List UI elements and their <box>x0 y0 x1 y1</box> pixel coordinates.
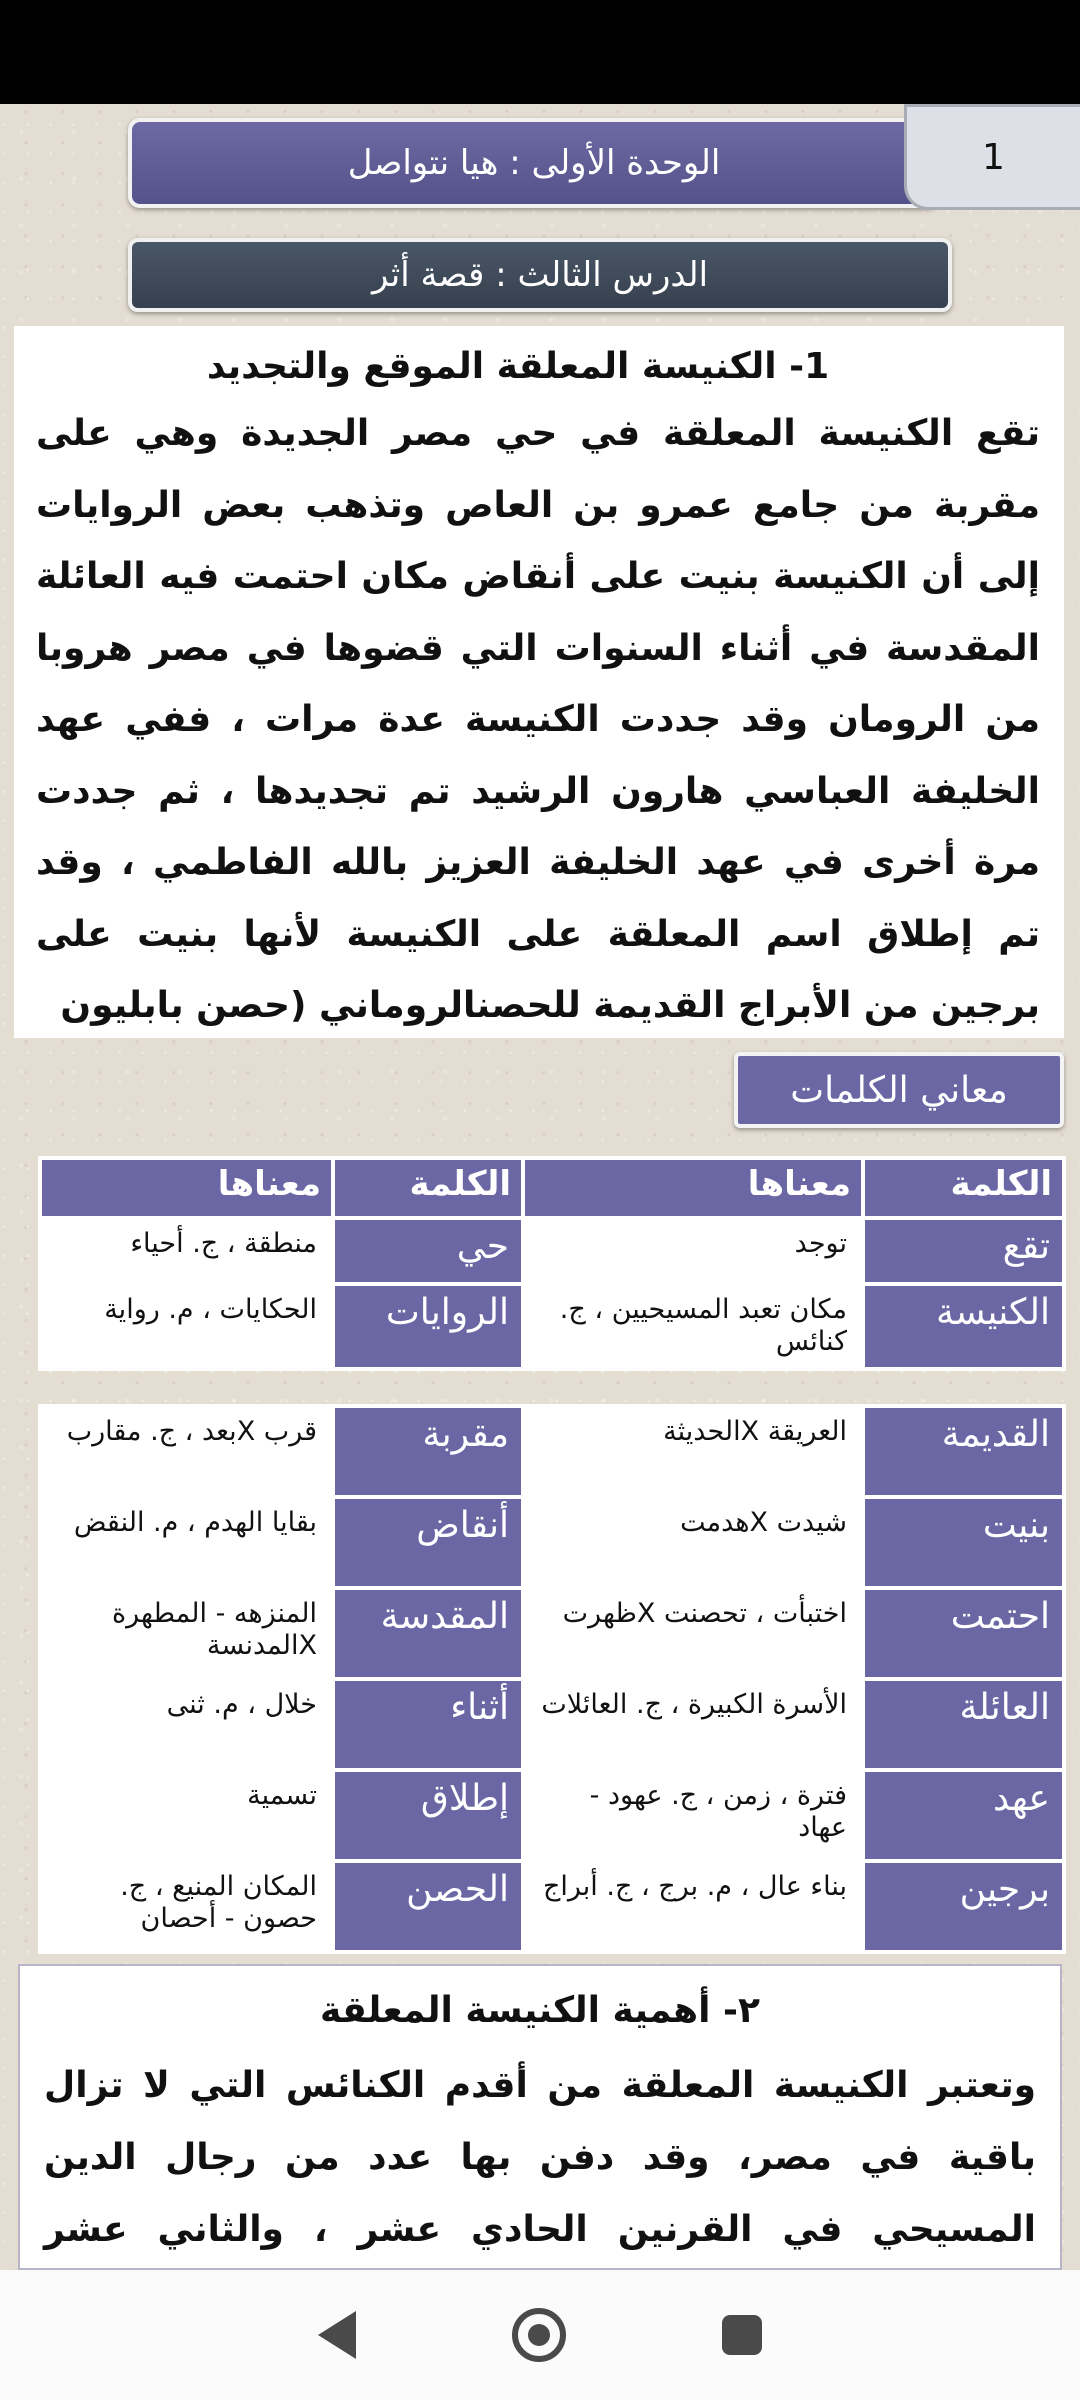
vocab-meaning: منطقة ، ج. أحياء <box>42 1220 331 1282</box>
vocab-word: عهد <box>865 1772 1062 1859</box>
section2-heading: ٢- أهمية الكنيسة المعلقة <box>320 1990 760 2031</box>
table-row <box>42 1863 1062 1950</box>
navigation-bar <box>0 2270 1080 2400</box>
vocab-word: الكنيسة <box>865 1286 1062 1367</box>
vocab-meaning: بقايا الهدم ، م. النقض <box>42 1499 331 1586</box>
lesson-title: الدرس الثالث : قصة أثر <box>371 255 709 295</box>
word-meanings-label <box>734 1052 1064 1128</box>
unit-title: الوحدة الأولى : هيا نتواصل <box>347 143 721 183</box>
vocab-meaning: الأسرة الكبيرة ، ج. العائلات <box>525 1681 861 1768</box>
status-bar <box>0 0 1080 104</box>
vocab-word: برجين <box>865 1863 1062 1950</box>
vocab-meaning: قرب Xبعد ، ج. مقارب <box>42 1408 331 1495</box>
vocab-word: إطلاق <box>335 1772 521 1859</box>
vocab-word: أنقاض <box>335 1499 521 1586</box>
vocab-meaning: اختبأت ، تحصنت Xظهرت <box>525 1590 861 1677</box>
page-number-tab <box>904 104 1080 210</box>
table-row <box>42 1286 1062 1367</box>
vocab-meaning: شيدت Xهدمت <box>525 1499 861 1586</box>
header-meaning: معناها <box>525 1160 861 1216</box>
table-row <box>42 1772 1062 1859</box>
home-icon[interactable] <box>512 2308 566 2362</box>
vocab-word: احتمت <box>865 1590 1062 1677</box>
vocab-meaning: تسمية <box>42 1772 331 1859</box>
lesson-title-banner <box>128 238 952 312</box>
vocab-word: المقدسة <box>335 1590 521 1677</box>
vocab-meaning: المنزهه - المطهرة Xالمدنسة <box>42 1590 331 1677</box>
vocab-word: أثناء <box>335 1681 521 1768</box>
section2-body: وتعتبر الكنيسة المعلقة من أقدم الكنائس التي لا تزال باقية في مصر، وقد دفن بها عدد من رجال الدين المسيحي في القرنين الحادي عشر ، والثاني عشر <box>44 2065 1036 2250</box>
table-row <box>42 1499 1062 1586</box>
vocab-meaning: المكان المنيع ، ج. حصون - أحصان <box>42 1863 331 1950</box>
vocab-meaning: العريقة Xالحديثة <box>525 1408 861 1495</box>
header-meaning: معناها <box>42 1160 331 1216</box>
vocab-meaning: توجد <box>525 1220 861 1282</box>
section1-body: تقع الكنيسة المعلقة في حي مصر الجديدة وهي على مقربة من جامع عمرو بن العاص وتذهب بعض الروايات إلى أن الكنيسة بنيت على أنقاض مكان احتمت فيه العائلة المقدسة في أثناء السنوات التي قضوها في مصر هروبا من الرومان وقد جددت الكنيسة عدة مرات ، ففي عهد الخليفة العباسي هارون الرشيد تم تجديدها ، ثم جددت مرة أخرى في عهد الخليفة العزيز بالله الفاطمي ، وقد تم إطلاق اسم المعلقة على الكنيسة لأنها بنيت على برجين من الأبراج القديمة للحصنالروماني (حصن بابليون <box>36 413 1040 1026</box>
home-icon-dot <box>528 2324 550 2346</box>
vocab-word: القديمة <box>865 1408 1062 1495</box>
vocab-meaning: مكان تعبد المسيحيين ، ج. كنائس <box>525 1286 861 1367</box>
vocab-table-2 <box>38 1404 1066 1954</box>
unit-title-banner <box>128 118 940 208</box>
vocab-word: الروايات <box>335 1286 521 1367</box>
table-row <box>42 1681 1062 1768</box>
section2-text-block <box>18 1964 1062 2270</box>
vocab-word: بنيت <box>865 1499 1062 1586</box>
table-row <box>42 1590 1062 1677</box>
vocab-word: حي <box>335 1220 521 1282</box>
vocab-header-row <box>42 1160 1062 1216</box>
page-number: 1 <box>982 136 1005 178</box>
table-row <box>42 1408 1062 1495</box>
section1-text-block <box>14 326 1064 1038</box>
vocab-word: العائلة <box>865 1681 1062 1768</box>
vocab-meaning: خلال ، م. ثنى <box>42 1681 331 1768</box>
vocab-word: مقربة <box>335 1408 521 1495</box>
vocab-word: الحصن <box>335 1863 521 1950</box>
table-row <box>42 1220 1062 1282</box>
back-icon[interactable] <box>318 2311 356 2359</box>
section1-heading: 1- الكنيسة المعلقة الموقع والتجديد <box>206 346 830 387</box>
vocab-meaning: فترة ، زمن ، ج. عهود - عهاد <box>525 1772 861 1859</box>
word-meanings-text: معاني الكلمات <box>790 1069 1008 1111</box>
header-word: الكلمة <box>335 1160 521 1216</box>
vocab-meaning: الحكايات ، م. رواية <box>42 1286 331 1367</box>
vocab-meaning: بناء عال ، م. برج ، ج. أبراج <box>525 1863 861 1950</box>
header-word: الكلمة <box>865 1160 1062 1216</box>
recents-icon[interactable] <box>722 2315 762 2355</box>
vocab-table-1 <box>38 1156 1066 1371</box>
vocab-word: تقع <box>865 1220 1062 1282</box>
